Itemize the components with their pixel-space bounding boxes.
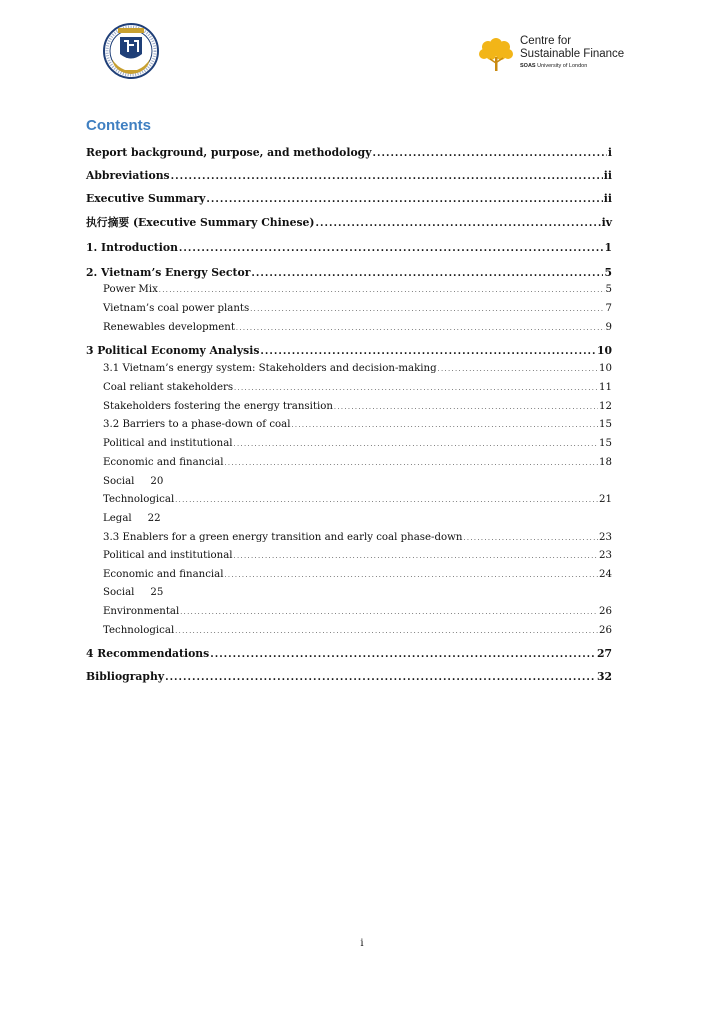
toc-entry[interactable] [86, 303, 612, 314]
toc-entry-page: 22 [147, 513, 161, 524]
toc-entry-title: Technological [103, 625, 175, 636]
toc-entry[interactable] [86, 587, 612, 598]
toc-entry-page: 21 [599, 494, 612, 505]
toc-entry[interactable] [86, 670, 612, 683]
contents-heading: Contents [86, 117, 151, 134]
toc-leader-dots [463, 535, 598, 542]
toc-leader-dots [159, 287, 605, 294]
toc-entry[interactable] [86, 513, 612, 524]
toc-entry-page: 5 [605, 284, 612, 295]
toc-entry-page: 24 [599, 569, 612, 580]
toc-entry-page: 5 [604, 266, 612, 279]
toc-entry-title: 执行摘要 (Executive Summary Chinese) [86, 216, 315, 229]
toc-entry-page: iv [601, 216, 612, 229]
toc-entry-title: 2. Vietnam’s Energy Sector [86, 266, 251, 279]
toc-leader-dots [260, 346, 596, 357]
toc-entry-title: 3.1 Vietnam’s energy system: Stakeholders and decision-making [103, 363, 437, 374]
toc-entry-title: Power Mix [103, 284, 158, 295]
toc-entry[interactable] [86, 344, 612, 357]
toc-entry-page: 9 [605, 322, 612, 333]
toc-leader-dots [234, 553, 598, 560]
toc-entry-title: Technological [103, 494, 175, 505]
toc-entry-page: 25 [150, 587, 164, 598]
toc-entry[interactable] [86, 322, 612, 333]
toc-entry[interactable] [86, 192, 612, 205]
logo-line-2: Sustainable Finance [520, 47, 625, 60]
toc-entry-title: Abbreviations [86, 169, 170, 182]
toc-leader-dots [179, 243, 604, 254]
toc-entry-title: Economic and financial [103, 569, 224, 580]
toc-leader-dots [175, 628, 598, 635]
toc-entry-page: ii [603, 192, 612, 205]
toc-entry-title: Report background, purpose, and methodology [86, 146, 372, 159]
toc-entry[interactable] [86, 476, 612, 487]
toc-leader-dots [175, 497, 598, 504]
toc-entry-page: i [607, 146, 612, 159]
toc-leader-dots [210, 649, 596, 660]
toc-entry-page: 15 [599, 438, 612, 449]
toc-entry-page: 18 [599, 457, 612, 468]
toc-entry-title: Political and institutional [103, 438, 233, 449]
toc-leader-dots [234, 441, 598, 448]
toc-entry[interactable] [86, 241, 612, 254]
toc-entry-page: 12 [599, 401, 612, 412]
toc-entry-title: Vietnam’s coal power plants [103, 303, 250, 314]
toc-entry[interactable] [86, 215, 612, 230]
toc-leader-dots [206, 194, 602, 205]
toc-leader-dots [373, 148, 607, 159]
toc-entry-page: 26 [599, 606, 612, 617]
toc-leader-dots [165, 672, 596, 683]
toc-entry-title: Stakeholders fostering the energy transition [103, 401, 333, 412]
toc-leader-dots [225, 572, 599, 579]
toc-entry[interactable] [86, 606, 612, 617]
toc-entry[interactable] [86, 494, 612, 505]
toc-entry-page: 23 [599, 550, 612, 561]
toc-entry[interactable] [86, 382, 612, 393]
toc-entry[interactable] [86, 284, 612, 295]
toc-entry-page: 7 [605, 303, 612, 314]
toc-entry[interactable] [86, 363, 612, 374]
toc-entry-title: Executive Summary [86, 192, 206, 205]
toc-leader-dots [251, 268, 603, 279]
toc-entry[interactable] [86, 625, 612, 636]
toc-entry[interactable] [86, 169, 612, 182]
toc-entry-title: Social [103, 476, 135, 487]
toc-entry-page: 15 [599, 419, 612, 430]
toc-leader-dots [234, 385, 598, 392]
toc-entry[interactable] [86, 266, 612, 279]
toc-entry-title: Bibliography [86, 670, 165, 683]
toc-entry-title: Political and institutional [103, 550, 233, 561]
university-crest-icon [103, 23, 159, 79]
page-number: i [360, 938, 364, 949]
toc-entry-title: 3.2 Barriers to a phase-down of coal [103, 419, 291, 430]
toc-leader-dots [316, 218, 601, 229]
toc-leader-dots [171, 171, 603, 182]
toc-entry-title: Legal [103, 513, 132, 524]
toc-entry-title: Environmental [103, 606, 180, 617]
toc-entry-title: Renewables development [103, 322, 235, 333]
toc-entry-title: Coal reliant stakeholders [103, 382, 234, 393]
toc-entry-page: 23 [599, 532, 612, 543]
toc-entry[interactable] [86, 647, 612, 660]
toc-entry-title: 3 Political Economy Analysis [86, 344, 260, 357]
logo-line-1: Centre for [520, 35, 572, 47]
toc-entry-page: 10 [596, 344, 612, 357]
toc-leader-dots [225, 460, 599, 467]
toc-entry-page: 26 [599, 625, 612, 636]
toc-entry-title: Social [103, 587, 135, 598]
toc-leader-dots [236, 325, 605, 332]
toc-entry[interactable] [86, 532, 612, 543]
tree-icon [476, 35, 516, 75]
toc-entry-title: 1. Introduction [86, 241, 178, 254]
toc-entry[interactable] [86, 146, 612, 159]
toc-entry-title: Economic and financial [103, 457, 224, 468]
toc-entry-page: 32 [596, 670, 612, 683]
toc-entry[interactable] [86, 457, 612, 468]
toc-leader-dots [250, 306, 604, 313]
toc-entry[interactable] [86, 569, 612, 580]
toc-entry[interactable] [86, 438, 612, 449]
toc-entry-page: 27 [596, 647, 612, 660]
toc-leader-dots [334, 404, 598, 411]
toc-entry[interactable] [86, 401, 612, 412]
toc-entry-page: ii [603, 169, 612, 182]
toc-entry-title: 3.3 Enablers for a green energy transition and early coal phase-down [103, 532, 463, 543]
logo-subtitle: SOAS University of London [520, 63, 588, 69]
toc-entry-page: 10 [599, 363, 612, 374]
toc-entry-title: 4 Recommendations [86, 647, 210, 660]
toc-leader-dots [438, 366, 598, 373]
toc-leader-dots [291, 422, 598, 429]
toc-leader-dots [180, 609, 598, 616]
toc-entry-page: 11 [599, 382, 612, 393]
toc-entry[interactable] [86, 419, 612, 430]
toc-entry-page: 1 [604, 241, 612, 254]
centre-sustainable-finance-logo [476, 35, 636, 77]
toc-entry[interactable] [86, 550, 612, 561]
toc-entry-page: 20 [150, 476, 164, 487]
